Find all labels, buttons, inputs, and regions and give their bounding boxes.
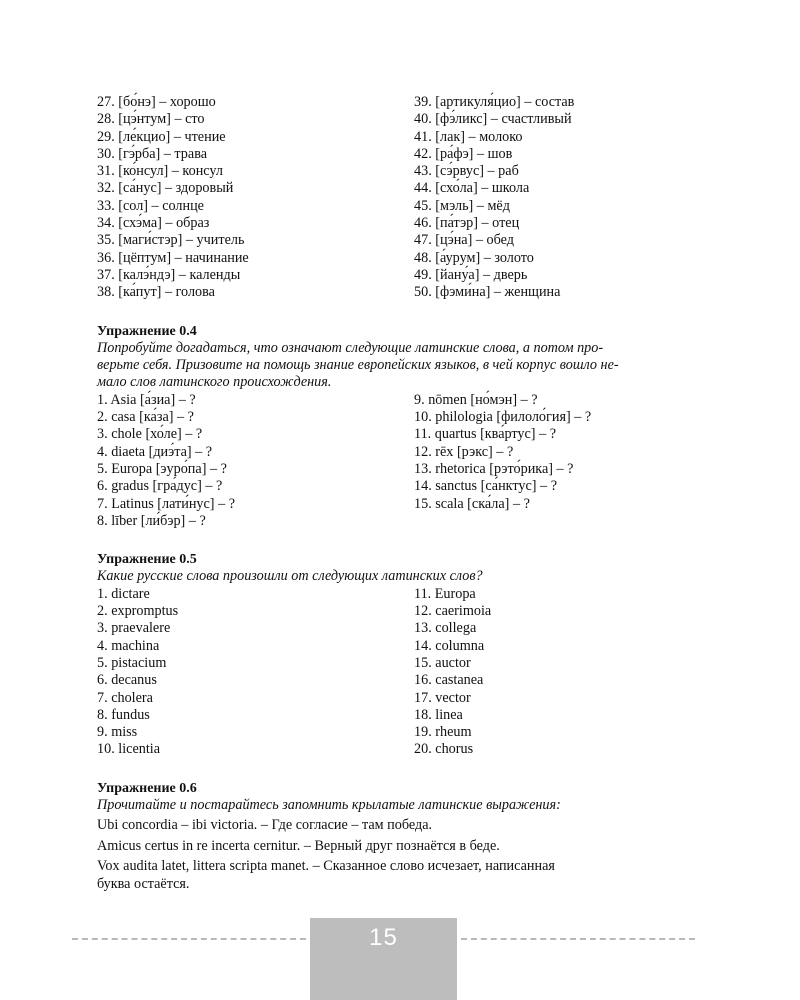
exercise-0-4-instruction	[97, 340, 697, 392]
vocab-list-left	[97, 94, 414, 302]
list-item: 1. Asia [а́зиа] – ?	[97, 391, 196, 408]
list-item: 48. [а́урум] – золото	[414, 249, 534, 266]
list-item: 18. linea	[414, 706, 463, 723]
exercise-0-5-right	[414, 586, 697, 759]
exercise-0-4-left	[97, 392, 414, 530]
list-item: 9. nōmen [но́мэн] – ?	[414, 391, 538, 408]
latin-phrase-2: Amicus certus in re incerta cernitur. – Верный друг познаётся в беде.	[97, 837, 500, 854]
list-item: 27. [бо́нэ] – хорошо	[97, 94, 216, 110]
list-item: 12. rēx [рэкс] – ?	[414, 443, 514, 460]
instruction-line: Попробуйте догадаться, что означают следующие латинские слова, а потом про-	[97, 339, 604, 356]
list-item: 6. gradus [гра́дус] – ?	[97, 478, 223, 495]
list-item: 3. chole [хо́ле] – ?	[97, 426, 203, 443]
list-item: 5. pistacium	[97, 654, 167, 671]
spacer	[97, 302, 697, 323]
list-item: 1. dictare	[97, 585, 150, 602]
list-item: 43. [сэ́рвус] – раб	[414, 163, 519, 180]
list-item: 32. [са́нус] – здоровый	[97, 180, 234, 197]
list-item: 17. vector	[414, 689, 471, 706]
list-item: 11. Europa	[414, 585, 476, 602]
exercise-0-5-instruction: Какие русские слова произошли от следующих латинских слов?	[97, 568, 483, 585]
list-item: 8. līber [ли́бэр] – ?	[97, 512, 206, 529]
list-item: 40. [фэ́ликс] – счастливый	[414, 111, 572, 128]
list-item: 7. Latinus [лати́нус] – ?	[97, 495, 236, 512]
spacer	[97, 530, 697, 551]
list-item: 12. caerimoia	[414, 603, 492, 620]
latin-phrase-3-line-1: Vox audita latet, littera scripta manet. – Сказанное слово исчезает, написанная	[97, 858, 555, 875]
list-item: 47. [цэ́на] – обед	[414, 232, 514, 249]
list-item: 19. rheum	[414, 724, 472, 741]
list-item: 44. [схо́ла] – школа	[414, 180, 530, 197]
list-item: 34. [схэ́ма] – образ	[97, 215, 210, 232]
spacer	[97, 759, 697, 780]
list-item: 38. [ка́пут] – голова	[97, 284, 215, 301]
latin-phrase-3-line-2: буква остаётся.	[97, 875, 190, 892]
instruction-line: верьте себя. Призовите на помощь знание европейских языков, в чей корпус вошло не-	[97, 357, 619, 374]
list-item: 3. praevalere	[97, 620, 171, 637]
list-item: 33. [сол] – солнце	[97, 197, 204, 214]
exercise-0-4-list	[97, 392, 697, 530]
list-item: 9. miss	[97, 724, 138, 741]
list-item: 15. scala [ска́ла] – ?	[414, 495, 530, 512]
exercise-0-6-instruction: Прочитайте и постарайтесь запомнить крылатые латинские выражения:	[97, 796, 561, 813]
list-item: 46. [па́тэр] – отец	[414, 215, 520, 232]
list-item: 35. [маги́стэр] – учитель	[97, 232, 245, 249]
vocab-list-right	[414, 94, 697, 302]
exercise-0-6-title: Упражнение 0.6	[97, 780, 197, 796]
list-item: 6. decanus	[97, 672, 157, 689]
footer-dash-right	[461, 938, 695, 940]
instruction-line: мало слов латинского происхождения.	[97, 374, 332, 391]
list-item: 7. cholera	[97, 689, 153, 706]
exercise-0-4-right	[414, 392, 697, 530]
latin-phrase-3	[97, 858, 697, 893]
list-item: 41. [лак] – молоко	[414, 128, 523, 145]
list-item: 8. fundus	[97, 706, 150, 723]
list-item: 5. Europa [эуро́па] – ?	[97, 460, 227, 477]
list-item: 29. [ле́кцио] – чтение	[97, 128, 226, 145]
list-item: 16. castanea	[414, 672, 484, 689]
list-item: 13. rhetorica [рэто́рика] – ?	[414, 460, 574, 477]
list-item: 10. licentia	[97, 741, 161, 758]
list-item: 45. [мэль] – мёд	[414, 197, 510, 214]
list-item: 14. sanctus [са́нктус] – ?	[414, 478, 557, 495]
exercise-0-5-list	[97, 586, 697, 759]
exercise-0-5-title: Упражнение 0.5	[97, 552, 197, 568]
list-item: 28. [цэ́нтум] – сто	[97, 111, 205, 128]
list-item: 39. [артикуля́цио] – состав	[414, 94, 575, 110]
footer-dash-left	[72, 938, 306, 940]
list-item: 2. casa [ка́за] – ?	[97, 409, 194, 426]
list-item: 15. auctor	[414, 654, 471, 671]
list-item: 2. expromptus	[97, 603, 179, 620]
list-item: 20. chorus	[414, 741, 474, 758]
vocab-list	[97, 94, 697, 302]
list-item: 49. [йану́а] – дверь	[414, 266, 528, 283]
exercise-0-5-left	[97, 586, 414, 759]
list-item: 50. [фэми́на] – женщина	[414, 284, 561, 301]
list-item: 11. quartus [ква́ртус] – ?	[414, 426, 557, 443]
list-item: 10. philologia [филоло́гия] – ?	[414, 409, 592, 426]
list-item: 13. collega	[414, 620, 477, 637]
latin-phrase-1: Ubi concordia – ibi victoria. – Где согласие – там победа.	[97, 817, 433, 834]
list-item: 42. [ра́фэ] – шов	[414, 145, 513, 162]
page-number: 15	[310, 918, 457, 1000]
list-item: 36. [цёптум] – начинание	[97, 249, 249, 266]
exercise-0-4-title: Упражнение 0.4	[97, 323, 197, 339]
list-item: 4. diaeta [диэ́та] – ?	[97, 443, 213, 460]
list-item: 37. [калэ́ндэ] – календы	[97, 266, 241, 283]
list-item: 31. [ко́нсул] – консул	[97, 163, 223, 180]
list-item: 30. [гэ́рба] – трава	[97, 145, 208, 162]
list-item: 4. machina	[97, 637, 160, 654]
list-item: 14. columna	[414, 637, 485, 654]
page-content	[97, 94, 697, 893]
